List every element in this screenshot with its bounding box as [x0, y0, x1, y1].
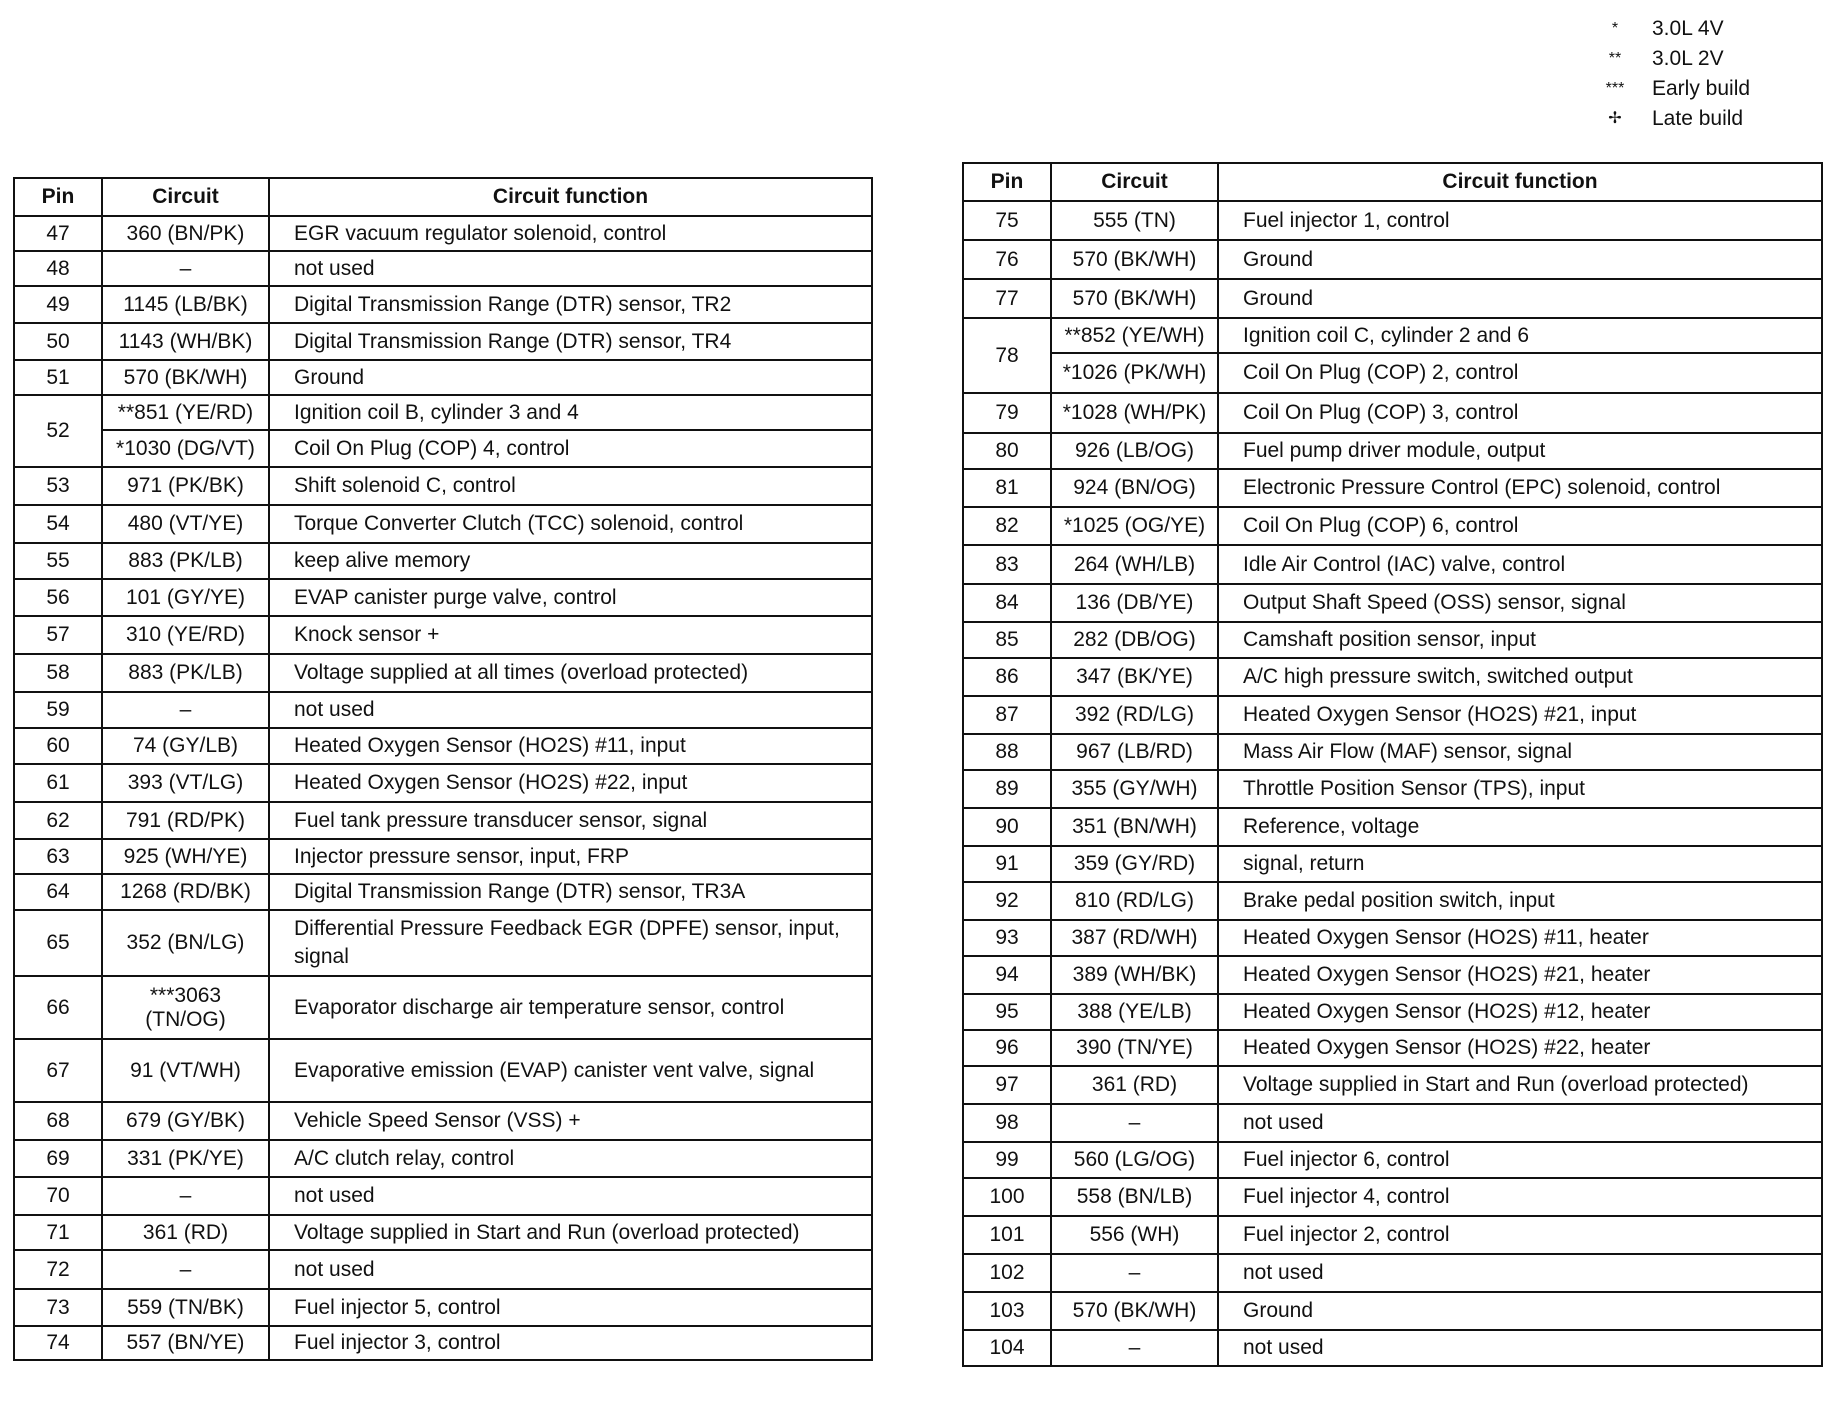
table-header-row: [14, 178, 872, 216]
table-row: [963, 240, 1822, 279]
function-cell: Fuel tank pressure transducer sensor, signal: [269, 802, 872, 839]
function-cell: Heated Oxygen Sensor (HO2S) #11, heater: [1218, 920, 1822, 956]
function-cell: Camshaft position sensor, input: [1218, 622, 1822, 658]
table-row: [14, 874, 872, 910]
circuit-cell: –: [102, 251, 269, 286]
pin-cell: 69: [14, 1140, 102, 1177]
pin-cell: 72: [14, 1250, 102, 1289]
function-cell: Heated Oxygen Sensor (HO2S) #21, heater: [1218, 956, 1822, 994]
circuit-cell: 570 (BK/WH): [1051, 1292, 1218, 1330]
circuit-cell: 387 (RD/WH): [1051, 920, 1218, 956]
function-cell: not used: [1218, 1104, 1822, 1142]
pin-cell: 58: [14, 654, 102, 692]
pin-cell: 80: [963, 433, 1051, 469]
circuit-cell: 967 (LB/RD): [1051, 734, 1218, 770]
circuit-cell: 1268 (RD/BK): [102, 874, 269, 910]
function-cell: Voltage supplied at all times (overload protected): [269, 654, 872, 692]
table-row: [963, 279, 1822, 318]
circuit-cell: 971 (PK/BK): [102, 467, 269, 505]
function-cell: Heated Oxygen Sensor (HO2S) #12, heater: [1218, 994, 1822, 1030]
function-cell: Reference, voltage: [1218, 808, 1822, 846]
circuit-cell: *1026 (PK/WH): [1051, 353, 1218, 393]
table-row: [963, 584, 1822, 622]
circuit-cell: 390 (TN/YE): [1051, 1030, 1218, 1066]
table-row: [14, 360, 872, 395]
function-cell: Fuel pump driver module, output: [1218, 433, 1822, 469]
table-row: [14, 616, 872, 654]
pin-cell: 82: [963, 507, 1051, 545]
function-cell: not used: [269, 1177, 872, 1215]
pin-cell: 85: [963, 622, 1051, 658]
legend-symbol: ✢: [1608, 110, 1622, 127]
circuit-cell: 791 (RD/PK): [102, 802, 269, 839]
function-cell: Torque Converter Clutch (TCC) solenoid, control: [269, 505, 872, 543]
circuit-cell: 926 (LB/OG): [1051, 433, 1218, 469]
function-cell: Fuel injector 1, control: [1218, 201, 1822, 240]
function-cell: Mass Air Flow (MAF) sensor, signal: [1218, 734, 1822, 770]
table-row: [14, 910, 872, 976]
function-cell: Ground: [1218, 1292, 1822, 1330]
function-cell: not used: [269, 1250, 872, 1289]
pin-cell: 96: [963, 1030, 1051, 1066]
table-row: [14, 286, 872, 323]
pin-cell: 70: [14, 1177, 102, 1215]
circuit-cell: 556 (WH): [1051, 1216, 1218, 1254]
function-cell: Digital Transmission Range (DTR) sensor, TR3A: [269, 874, 872, 910]
pin-cell: 47: [14, 216, 102, 251]
table-subrow: [14, 430, 872, 467]
function-cell: Ignition coil B, cylinder 3 and 4: [269, 395, 872, 430]
function-cell: Evaporator discharge air temperature sensor, control: [269, 976, 872, 1039]
circuit-cell: 570 (BK/WH): [1051, 240, 1218, 279]
circuit-cell: 1145 (LB/BK): [102, 286, 269, 323]
table-row: [963, 920, 1822, 956]
circuit-cell: *1030 (DG/VT): [102, 430, 269, 467]
table-row: [963, 433, 1822, 469]
table-row: [14, 1177, 872, 1215]
legend-label: Late build: [1652, 107, 1744, 130]
table-row: [963, 696, 1822, 734]
pin-cell: 48: [14, 251, 102, 286]
pin-cell: 60: [14, 728, 102, 764]
table-body: [963, 201, 1822, 1366]
pin-cell: 89: [963, 770, 1051, 808]
table-body: [14, 216, 872, 1360]
pin-cell: 64: [14, 874, 102, 910]
circuit-cell: 559 (TN/BK): [102, 1289, 269, 1326]
function-cell: Fuel injector 5, control: [269, 1289, 872, 1326]
function-cell: Differential Pressure Feedback EGR (DPFE) sensor, input, signal: [269, 910, 872, 976]
circuit-cell: –: [1051, 1254, 1218, 1292]
function-cell: A/C high pressure switch, switched output: [1218, 658, 1822, 696]
function-cell: not used: [1218, 1254, 1822, 1292]
circuit-cell: –: [102, 1177, 269, 1215]
legend-item: [1590, 104, 1750, 134]
function-cell: Ignition coil C, cylinder 2 and 6: [1218, 318, 1822, 353]
function-cell: Voltage supplied in Start and Run (overload protected): [269, 1215, 872, 1250]
circuit-cell: ***3063 (TN/OG): [102, 976, 269, 1039]
table-row: [963, 545, 1822, 584]
table-row: [963, 622, 1822, 658]
table-row: [963, 846, 1822, 882]
table-row: [14, 505, 872, 543]
function-cell: Vehicle Speed Sensor (VSS) +: [269, 1102, 872, 1140]
header-pin: Pin: [14, 178, 102, 216]
circuit-cell: –: [102, 692, 269, 728]
table-row: [14, 579, 872, 616]
function-cell: Digital Transmission Range (DTR) sensor, TR2: [269, 286, 872, 323]
legend-item: [1590, 74, 1750, 104]
table-row: [14, 976, 872, 1039]
pin-cell: 49: [14, 286, 102, 323]
pin-cell: 103: [963, 1292, 1051, 1330]
pin-cell: 53: [14, 467, 102, 505]
table-row: [14, 1039, 872, 1102]
pin-cell: 77: [963, 279, 1051, 318]
function-cell: Coil On Plug (COP) 2, control: [1218, 353, 1822, 393]
pin-table-right: [962, 162, 1823, 1367]
table-row: [963, 318, 1822, 353]
pin-cell: 61: [14, 764, 102, 802]
pin-cell: 102: [963, 1254, 1051, 1292]
function-cell: EVAP canister purge valve, control: [269, 579, 872, 616]
circuit-cell: 570 (BK/WH): [1051, 279, 1218, 318]
circuit-cell: 1143 (WH/BK): [102, 323, 269, 360]
circuit-cell: **851 (YE/RD): [102, 395, 269, 430]
table-row: [14, 764, 872, 802]
table-row: [963, 1066, 1822, 1104]
circuit-cell: 679 (GY/BK): [102, 1102, 269, 1140]
table-row: [963, 770, 1822, 808]
pin-cell: 50: [14, 323, 102, 360]
legend-item: [1590, 44, 1750, 74]
pin-cell: 95: [963, 994, 1051, 1030]
function-cell: Fuel injector 3, control: [269, 1326, 872, 1360]
pin-cell: 65: [14, 910, 102, 976]
table-row: [14, 802, 872, 839]
pin-cell: 100: [963, 1178, 1051, 1216]
table-header-row: [963, 163, 1822, 201]
circuit-cell: 393 (VT/LG): [102, 764, 269, 802]
table-subrow: [963, 353, 1822, 393]
table-row: [14, 467, 872, 505]
circuit-cell: 925 (WH/YE): [102, 839, 269, 874]
circuit-cell: 883 (PK/LB): [102, 543, 269, 579]
pin-cell: 52: [14, 395, 102, 467]
pin-cell: 87: [963, 696, 1051, 734]
pin-cell: 98: [963, 1104, 1051, 1142]
legend-label: 3.0L 4V: [1652, 17, 1724, 40]
circuit-cell: 558 (BN/LB): [1051, 1178, 1218, 1216]
table-row: [963, 1216, 1822, 1254]
circuit-cell: 310 (YE/RD): [102, 616, 269, 654]
circuit-cell: 136 (DB/YE): [1051, 584, 1218, 622]
function-cell: Ground: [1218, 279, 1822, 318]
function-cell: Coil On Plug (COP) 6, control: [1218, 507, 1822, 545]
header-circuit: Circuit: [1051, 163, 1218, 201]
pin-cell: 62: [14, 802, 102, 839]
pin-cell: 81: [963, 469, 1051, 507]
function-cell: Fuel injector 4, control: [1218, 1178, 1822, 1216]
circuit-cell: 389 (WH/BK): [1051, 956, 1218, 994]
table-row: [14, 1215, 872, 1250]
function-cell: Evaporative emission (EVAP) canister vent valve, signal: [269, 1039, 872, 1102]
pin-cell: 83: [963, 545, 1051, 584]
pin-cell: 101: [963, 1216, 1051, 1254]
function-cell: not used: [269, 251, 872, 286]
circuit-cell: 360 (BN/PK): [102, 216, 269, 251]
pin-cell: 104: [963, 1330, 1051, 1366]
legend-label: 3.0L 2V: [1652, 47, 1724, 70]
pin-cell: 86: [963, 658, 1051, 696]
function-cell: Heated Oxygen Sensor (HO2S) #22, input: [269, 764, 872, 802]
circuit-cell: 810 (RD/LG): [1051, 882, 1218, 920]
table-row: [963, 994, 1822, 1030]
table-row: [963, 1104, 1822, 1142]
circuit-cell: 331 (PK/YE): [102, 1140, 269, 1177]
function-cell: Electronic Pressure Control (EPC) solenoid, control: [1218, 469, 1822, 507]
circuit-cell: –: [1051, 1104, 1218, 1142]
pin-cell: 56: [14, 579, 102, 616]
table-row: [14, 395, 872, 430]
circuit-cell: 480 (VT/YE): [102, 505, 269, 543]
function-cell: not used: [269, 692, 872, 728]
pin-cell: 71: [14, 1215, 102, 1250]
header-pin: Pin: [963, 163, 1051, 201]
table-row: [963, 808, 1822, 846]
table-row: [963, 1030, 1822, 1066]
circuit-cell: 560 (LG/OG): [1051, 1142, 1218, 1178]
legend-item: [1590, 14, 1750, 44]
circuit-cell: 359 (GY/RD): [1051, 846, 1218, 882]
circuit-cell: 355 (GY/WH): [1051, 770, 1218, 808]
pin-cell: 59: [14, 692, 102, 728]
pin-cell: 57: [14, 616, 102, 654]
circuit-cell: 91 (VT/WH): [102, 1039, 269, 1102]
function-cell: Ground: [1218, 240, 1822, 279]
pin-cell: 54: [14, 505, 102, 543]
function-cell: Brake pedal position switch, input: [1218, 882, 1822, 920]
circuit-cell: 347 (BK/YE): [1051, 658, 1218, 696]
table-row: [14, 1289, 872, 1326]
circuit-cell: 264 (WH/LB): [1051, 545, 1218, 584]
function-cell: Idle Air Control (IAC) valve, control: [1218, 545, 1822, 584]
function-cell: Shift solenoid C, control: [269, 467, 872, 505]
circuit-cell: *1025 (OG/YE): [1051, 507, 1218, 545]
circuit-cell: *1028 (WH/PK): [1051, 393, 1218, 433]
function-cell: Heated Oxygen Sensor (HO2S) #22, heater: [1218, 1030, 1822, 1066]
table-row: [963, 393, 1822, 433]
legend-symbol: **: [1608, 50, 1622, 67]
pin-cell: 88: [963, 734, 1051, 770]
circuit-cell: –: [1051, 1330, 1218, 1366]
function-cell: Output Shaft Speed (OSS) sensor, signal: [1218, 584, 1822, 622]
pin-cell: 99: [963, 1142, 1051, 1178]
table-row: [14, 692, 872, 728]
table-row: [963, 1254, 1822, 1292]
circuit-cell: 361 (RD): [102, 1215, 269, 1250]
table-row: [963, 1292, 1822, 1330]
function-cell: Fuel injector 2, control: [1218, 1216, 1822, 1254]
table-row: [963, 1178, 1822, 1216]
circuit-cell: 570 (BK/WH): [102, 360, 269, 395]
pin-cell: 73: [14, 1289, 102, 1326]
header-function: Circuit function: [269, 178, 872, 216]
table-row: [963, 201, 1822, 240]
function-cell: EGR vacuum regulator solenoid, control: [269, 216, 872, 251]
circuit-cell: **852 (YE/WH): [1051, 318, 1218, 353]
table-row: [963, 1142, 1822, 1178]
function-cell: Throttle Position Sensor (TPS), input: [1218, 770, 1822, 808]
legend: [1590, 14, 1750, 134]
circuit-cell: 351 (BN/WH): [1051, 808, 1218, 846]
circuit-cell: 361 (RD): [1051, 1066, 1218, 1104]
pin-cell: 63: [14, 839, 102, 874]
pin-cell: 67: [14, 1039, 102, 1102]
pin-cell: 76: [963, 240, 1051, 279]
table-row: [14, 543, 872, 579]
pin-cell: 92: [963, 882, 1051, 920]
table-row: [963, 469, 1822, 507]
function-cell: A/C clutch relay, control: [269, 1140, 872, 1177]
table-row: [14, 839, 872, 874]
pin-cell: 78: [963, 318, 1051, 393]
pin-cell: 75: [963, 201, 1051, 240]
function-cell: Knock sensor +: [269, 616, 872, 654]
pin-cell: 79: [963, 393, 1051, 433]
circuit-cell: 392 (RD/LG): [1051, 696, 1218, 734]
pin-cell: 94: [963, 956, 1051, 994]
table-row: [963, 1330, 1822, 1366]
circuit-cell: 924 (BN/OG): [1051, 469, 1218, 507]
pin-cell: 84: [963, 584, 1051, 622]
function-cell: signal, return: [1218, 846, 1822, 882]
pin-cell: 74: [14, 1326, 102, 1360]
circuit-cell: 555 (TN): [1051, 201, 1218, 240]
table-row: [14, 251, 872, 286]
circuit-cell: 557 (BN/YE): [102, 1326, 269, 1360]
function-cell: Fuel injector 6, control: [1218, 1142, 1822, 1178]
circuit-cell: –: [102, 1250, 269, 1289]
pin-cell: 91: [963, 846, 1051, 882]
function-cell: Ground: [269, 360, 872, 395]
function-cell: Heated Oxygen Sensor (HO2S) #21, input: [1218, 696, 1822, 734]
table-row: [963, 507, 1822, 545]
function-cell: Digital Transmission Range (DTR) sensor, TR4: [269, 323, 872, 360]
table-row: [963, 956, 1822, 994]
function-cell: Coil On Plug (COP) 4, control: [269, 430, 872, 467]
table-row: [14, 1250, 872, 1289]
circuit-cell: 883 (PK/LB): [102, 654, 269, 692]
table-row: [14, 654, 872, 692]
table-row: [14, 216, 872, 251]
table-row: [963, 734, 1822, 770]
pin-cell: 66: [14, 976, 102, 1039]
circuit-cell: 388 (YE/LB): [1051, 994, 1218, 1030]
pin-table-left: [13, 177, 873, 1361]
function-cell: Injector pressure sensor, input, FRP: [269, 839, 872, 874]
table-row: [963, 882, 1822, 920]
pin-cell: 51: [14, 360, 102, 395]
table-row: [14, 1326, 872, 1360]
table-row: [14, 728, 872, 764]
function-cell: Voltage supplied in Start and Run (overload protected): [1218, 1066, 1822, 1104]
legend-symbol: ***: [1605, 80, 1625, 97]
pin-cell: 90: [963, 808, 1051, 846]
circuit-cell: 101 (GY/YE): [102, 579, 269, 616]
circuit-cell: 74 (GY/LB): [102, 728, 269, 764]
table-row: [14, 1140, 872, 1177]
header-circuit: Circuit: [102, 178, 269, 216]
legend-label: Early build: [1652, 77, 1751, 100]
function-cell: keep alive memory: [269, 543, 872, 579]
pin-cell: 68: [14, 1102, 102, 1140]
pin-cell: 55: [14, 543, 102, 579]
pin-cell: 93: [963, 920, 1051, 956]
pin-cell: 97: [963, 1066, 1051, 1104]
circuit-cell: 352 (BN/LG): [102, 910, 269, 976]
header-function: Circuit function: [1218, 163, 1822, 201]
function-cell: Heated Oxygen Sensor (HO2S) #11, input: [269, 728, 872, 764]
table-row: [14, 1102, 872, 1140]
circuit-cell: 282 (DB/OG): [1051, 622, 1218, 658]
function-cell: not used: [1218, 1330, 1822, 1366]
legend-symbol: *: [1611, 20, 1619, 37]
table-row: [14, 323, 872, 360]
function-cell: Coil On Plug (COP) 3, control: [1218, 393, 1822, 433]
table-row: [963, 658, 1822, 696]
